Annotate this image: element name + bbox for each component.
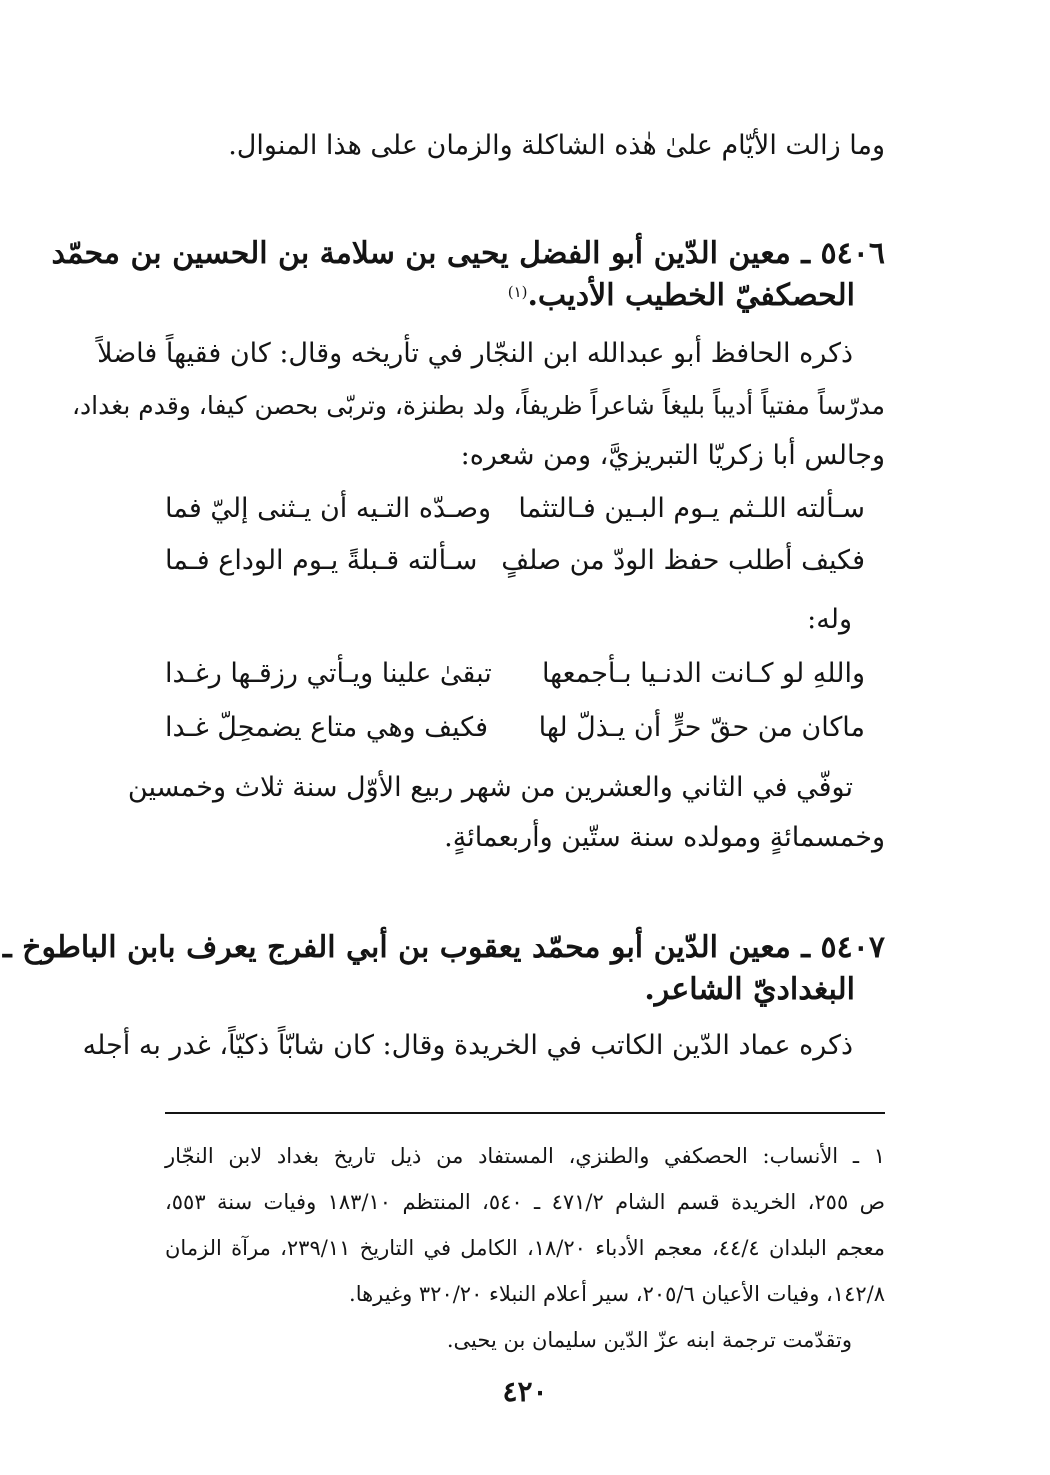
entry-5406-body-line1: ذكره الحافظ أبو عبدالله ابن النجّار في تأريخه وقال: كان فقيهاً فاضلاً [97, 338, 853, 369]
entry-5406-heading-line2 [165, 274, 855, 318]
footnote-divider [165, 1112, 885, 1114]
footnote-reference: (١) [507, 283, 528, 301]
wa-lahu-label: وله: [807, 604, 852, 635]
footnote-line2: ص ٢٥٥، الخريدة قسم الشام ٤٧١/٢ ـ ٥٤٠، المنتظم ١٨٣/١٠ وفيات سنة ٥٥٣، [165, 1190, 885, 1214]
verse-first-hemistich: فكيف أطلب حفظ الودّ من صلفٍ [501, 545, 865, 576]
entry-5407-heading-line2: البغداديّ الشاعر. [644, 972, 855, 1007]
footnote-line3: معجم البلدان ٤٤/٤، معجم الأدباء ١٨/٢٠، الكامل في التاريخ ٢٣٩/١١، مرآة الزمان [165, 1236, 885, 1260]
page-number: ٤٢٠ [502, 1375, 548, 1408]
entry-5406-death-line1: توفّي في الثاني والعشرين من شهر ربيع الأوّل سنة ثلاث وخمسين [127, 772, 853, 803]
verse-second-hemistich: فكيف وهي متاع يضمحِلّ غـدا [165, 712, 489, 743]
entry-5406-body-line3: وجالس أبا زكريّا التبريزيَّ، ومن شعره: [460, 440, 885, 471]
entry-5407-heading-line1: ٥٤٠٧ ـ معين الدّين أبو محمّد يعقوب بن أبي الفرج يعرف بابن الباطوخ ـ [2, 930, 885, 965]
verse-second-hemistich: وصـدّه التـيه أن يـثنى إليّ فما [165, 493, 492, 524]
entry-5406-heading-text: الحصكفيّ الخطيب الأديب. [527, 278, 855, 313]
verse-second-hemistich: سـألته قـبلةً يـوم الوداع فـما [165, 545, 478, 576]
entry-5406-death-line2: وخمسمائةٍ ومولده سنة ستّين وأربعمائةٍ. [444, 822, 885, 853]
footnote-line5: وتقدّمت ترجمة ابنه عزّ الدّين سليمان بن يحيى. [446, 1328, 852, 1352]
entry-5406-heading-line1: ٥٤٠٦ ـ معين الدّين أبو الفضل يحيى بن سلامة بن الحسين بن محمّد [51, 236, 885, 271]
footnote-line4: ١٤٢/٨، وفيات الأعيان ٢٠٥/٦، سير أعلام النبلاء ٣٢٠/٢٠ وغيرها. [349, 1282, 885, 1306]
entry-5406-body-line2: مدرّساً مفتياً أديباً بليغاً شاعراً ظريفاً، ولد بطنزة، وتربّى بحصن كيفا، وقدم بغداد، [71, 391, 885, 420]
verse-first-hemistich: سـألته اللـثم يـوم البـين فـالتثما [518, 493, 865, 524]
footnote-line1: ١ ـ الأنساب: الحصكفي والطنزي، المستفاد من ذيل تاريخ بغداد لابن النجّار [165, 1144, 885, 1168]
intro-line: وما زالت الأيّام علىٰ هٰذه الشاكلة والزمان على هذا المنوال. [228, 130, 885, 161]
verse-row [165, 708, 885, 748]
verse-row [165, 541, 885, 581]
verse-row [165, 654, 885, 694]
verse-second-hemistich: تبقىٰ علينا ويـأتي رزقـها رغـدا [165, 658, 492, 689]
verse-row [165, 489, 885, 529]
verse-first-hemistich: واللهِ لو كـانت الدنـيا بـأجمعها [541, 658, 865, 689]
verse-first-hemistich: ماكان من حقّ حرٍّ أن يـذلّ لها [538, 712, 865, 743]
entry-5407-body-line1: ذكره عماد الدّين الكاتب في الخريدة وقال: كان شابّاً ذكيّاً، غدر به أجله [82, 1030, 853, 1061]
